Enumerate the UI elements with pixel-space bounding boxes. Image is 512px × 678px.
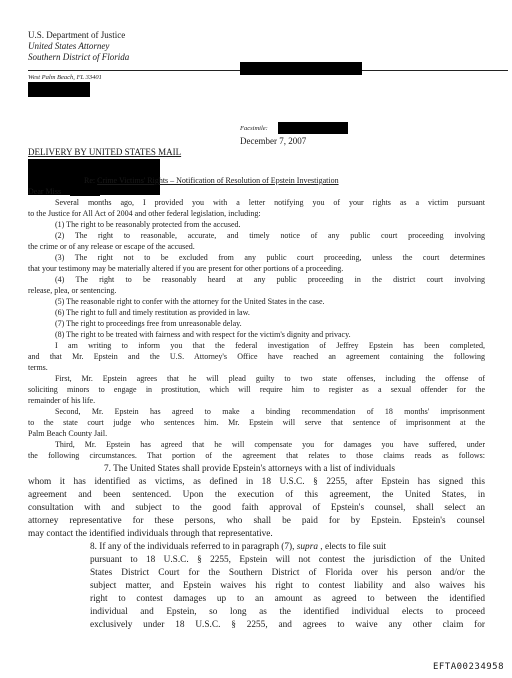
body-line: the crime or of any release or escape of the accused. [28, 242, 195, 251]
body-line: to the Justice for All Act of 2004 and other federal legislation, including: [28, 209, 261, 218]
body-line: (2) The right to reasonable, accurate, and timely notice of any public court proceeding involving [55, 231, 485, 240]
indented-line: States District Court for the Southern District of Florida over his person and/or the [90, 568, 485, 578]
body-line: and that Mr. Epstein and the U.S. Attorney's Office have reached an agreement containing the following [28, 352, 485, 361]
quote-line: whom it has identified as victims, as defined in 18 U.S.C. § 2255, after Epstein has signed this [28, 477, 485, 487]
district-name: Southern District of Florida [28, 52, 130, 62]
indented-line: individual and Epstein, so long as the identified individual elects to proceed [90, 607, 485, 617]
body-line: Second, Mr. Epstein has agreed to make a binding recommendation of 18 months' imprisonment [55, 407, 485, 416]
body-line: (7) The right to proceedings free from unreasonable delay. [55, 319, 242, 328]
re-prefix: Re: [84, 176, 96, 185]
body-line: I am writing to inform you that the federal investigation of Jeffrey Epstein has been completed, [55, 341, 485, 350]
letter-date: December 7, 2007 [240, 136, 307, 146]
body-line: soliciting minors to engage in prostitution, which will require him to register as a sexual offender for the [28, 385, 485, 394]
quote-line: attorney representative for these persons, who shall be paid for by Epstein. Epstein's counsel [28, 516, 485, 526]
indented-line: right to contest damages up to an amount as agreed to between the identified [90, 594, 485, 604]
body-line: Third, Mr. Epstein has agreed that he will compensate you for damages you have suffered, under [55, 440, 485, 449]
body-line: (4) The right to be reasonably heard at any public proceeding in the district court involving [55, 275, 485, 284]
salutation: Dear Miss [28, 187, 62, 196]
delivery-method: DELIVERY BY UNITED STATES MAIL [28, 147, 182, 157]
body-line: that your testimony may be materially altered if you are present for other portions of a proceeding. [28, 264, 344, 273]
office-name: United States Attorney [28, 41, 110, 51]
re-line [84, 176, 339, 186]
indented-line: pursuant to 18 U.S.C. § 2255, Epstein will not contest the jurisdiction of the United [90, 555, 485, 565]
body-line: First, Mr. Epstein agrees that he will plead guilty to two state offenses, including the offense of [55, 374, 485, 383]
body-line: remainder of his life. [28, 396, 96, 405]
bates-number: EFTA00234958 [432, 662, 504, 672]
redaction-name [70, 187, 100, 196]
body-line: release, plea, or sentencing. [28, 286, 117, 295]
body-line: the following circumstances. That portion of the agreement that relates to those claims reads as follows: [28, 451, 485, 460]
office-address: West Palm Beach, FL 33401 [28, 74, 102, 81]
body-line: terms. [28, 363, 48, 372]
body-line: Several months ago, I provided you with a letter notifying you of your rights as a victim pursuant [55, 198, 485, 207]
body-line: (6) The right to full and timely restitution as provided in law. [55, 308, 250, 317]
redaction-address [28, 82, 90, 97]
indented-line: subject matter, and Epstein waives his right to contest liability and also waives his [90, 581, 485, 591]
redaction-facsimile [278, 122, 348, 134]
body-line: (5) The reasonable right to confer with the attorney for the United States in the case. [55, 297, 325, 306]
redaction-top-right [240, 62, 362, 75]
body-line: (3) The right not to be excluded from any public court proceeding, unless the court determines [55, 253, 485, 262]
indented-line: exclusively under 18 U.S.C. § 2255, and agrees to waive any other claim for [90, 620, 485, 630]
indented-line: 8. If any of the individuals referred to in paragraph (7), supra , elects to file suit [90, 542, 387, 552]
facsimile-label: Facsimile: [240, 125, 268, 132]
body-line: (1) The right to be reasonably protected from the accused. [55, 220, 241, 229]
body-line: (8) The right to be treated with fairness and with respect for the victim's dignity and privacy. [55, 330, 351, 339]
re-subject: Crime Victims' Rights – Notification of Resolution of Epstein Investigation [97, 176, 339, 185]
quote-line: consultation with and subject to the good faith approval of Epstein's counsel, shall select an [28, 503, 485, 513]
quote-line: may contact the identified individuals through that representative. [28, 529, 273, 539]
quote-line: agreement and been sentenced. Upon the execution of this agreement, the United States, in [28, 490, 485, 500]
quote-line: 7. The United States shall provide Epstein's attorneys with a list of individuals [104, 464, 395, 474]
supra-emphasis: supra [296, 542, 318, 552]
department-name: U.S. Department of Justice [28, 30, 126, 40]
body-line: to the state court judge who sentences him. Mr. Epstein will serve that sentence of imprisonment at the [28, 418, 485, 427]
body-line: Palm Beach County Jail. [28, 429, 108, 438]
